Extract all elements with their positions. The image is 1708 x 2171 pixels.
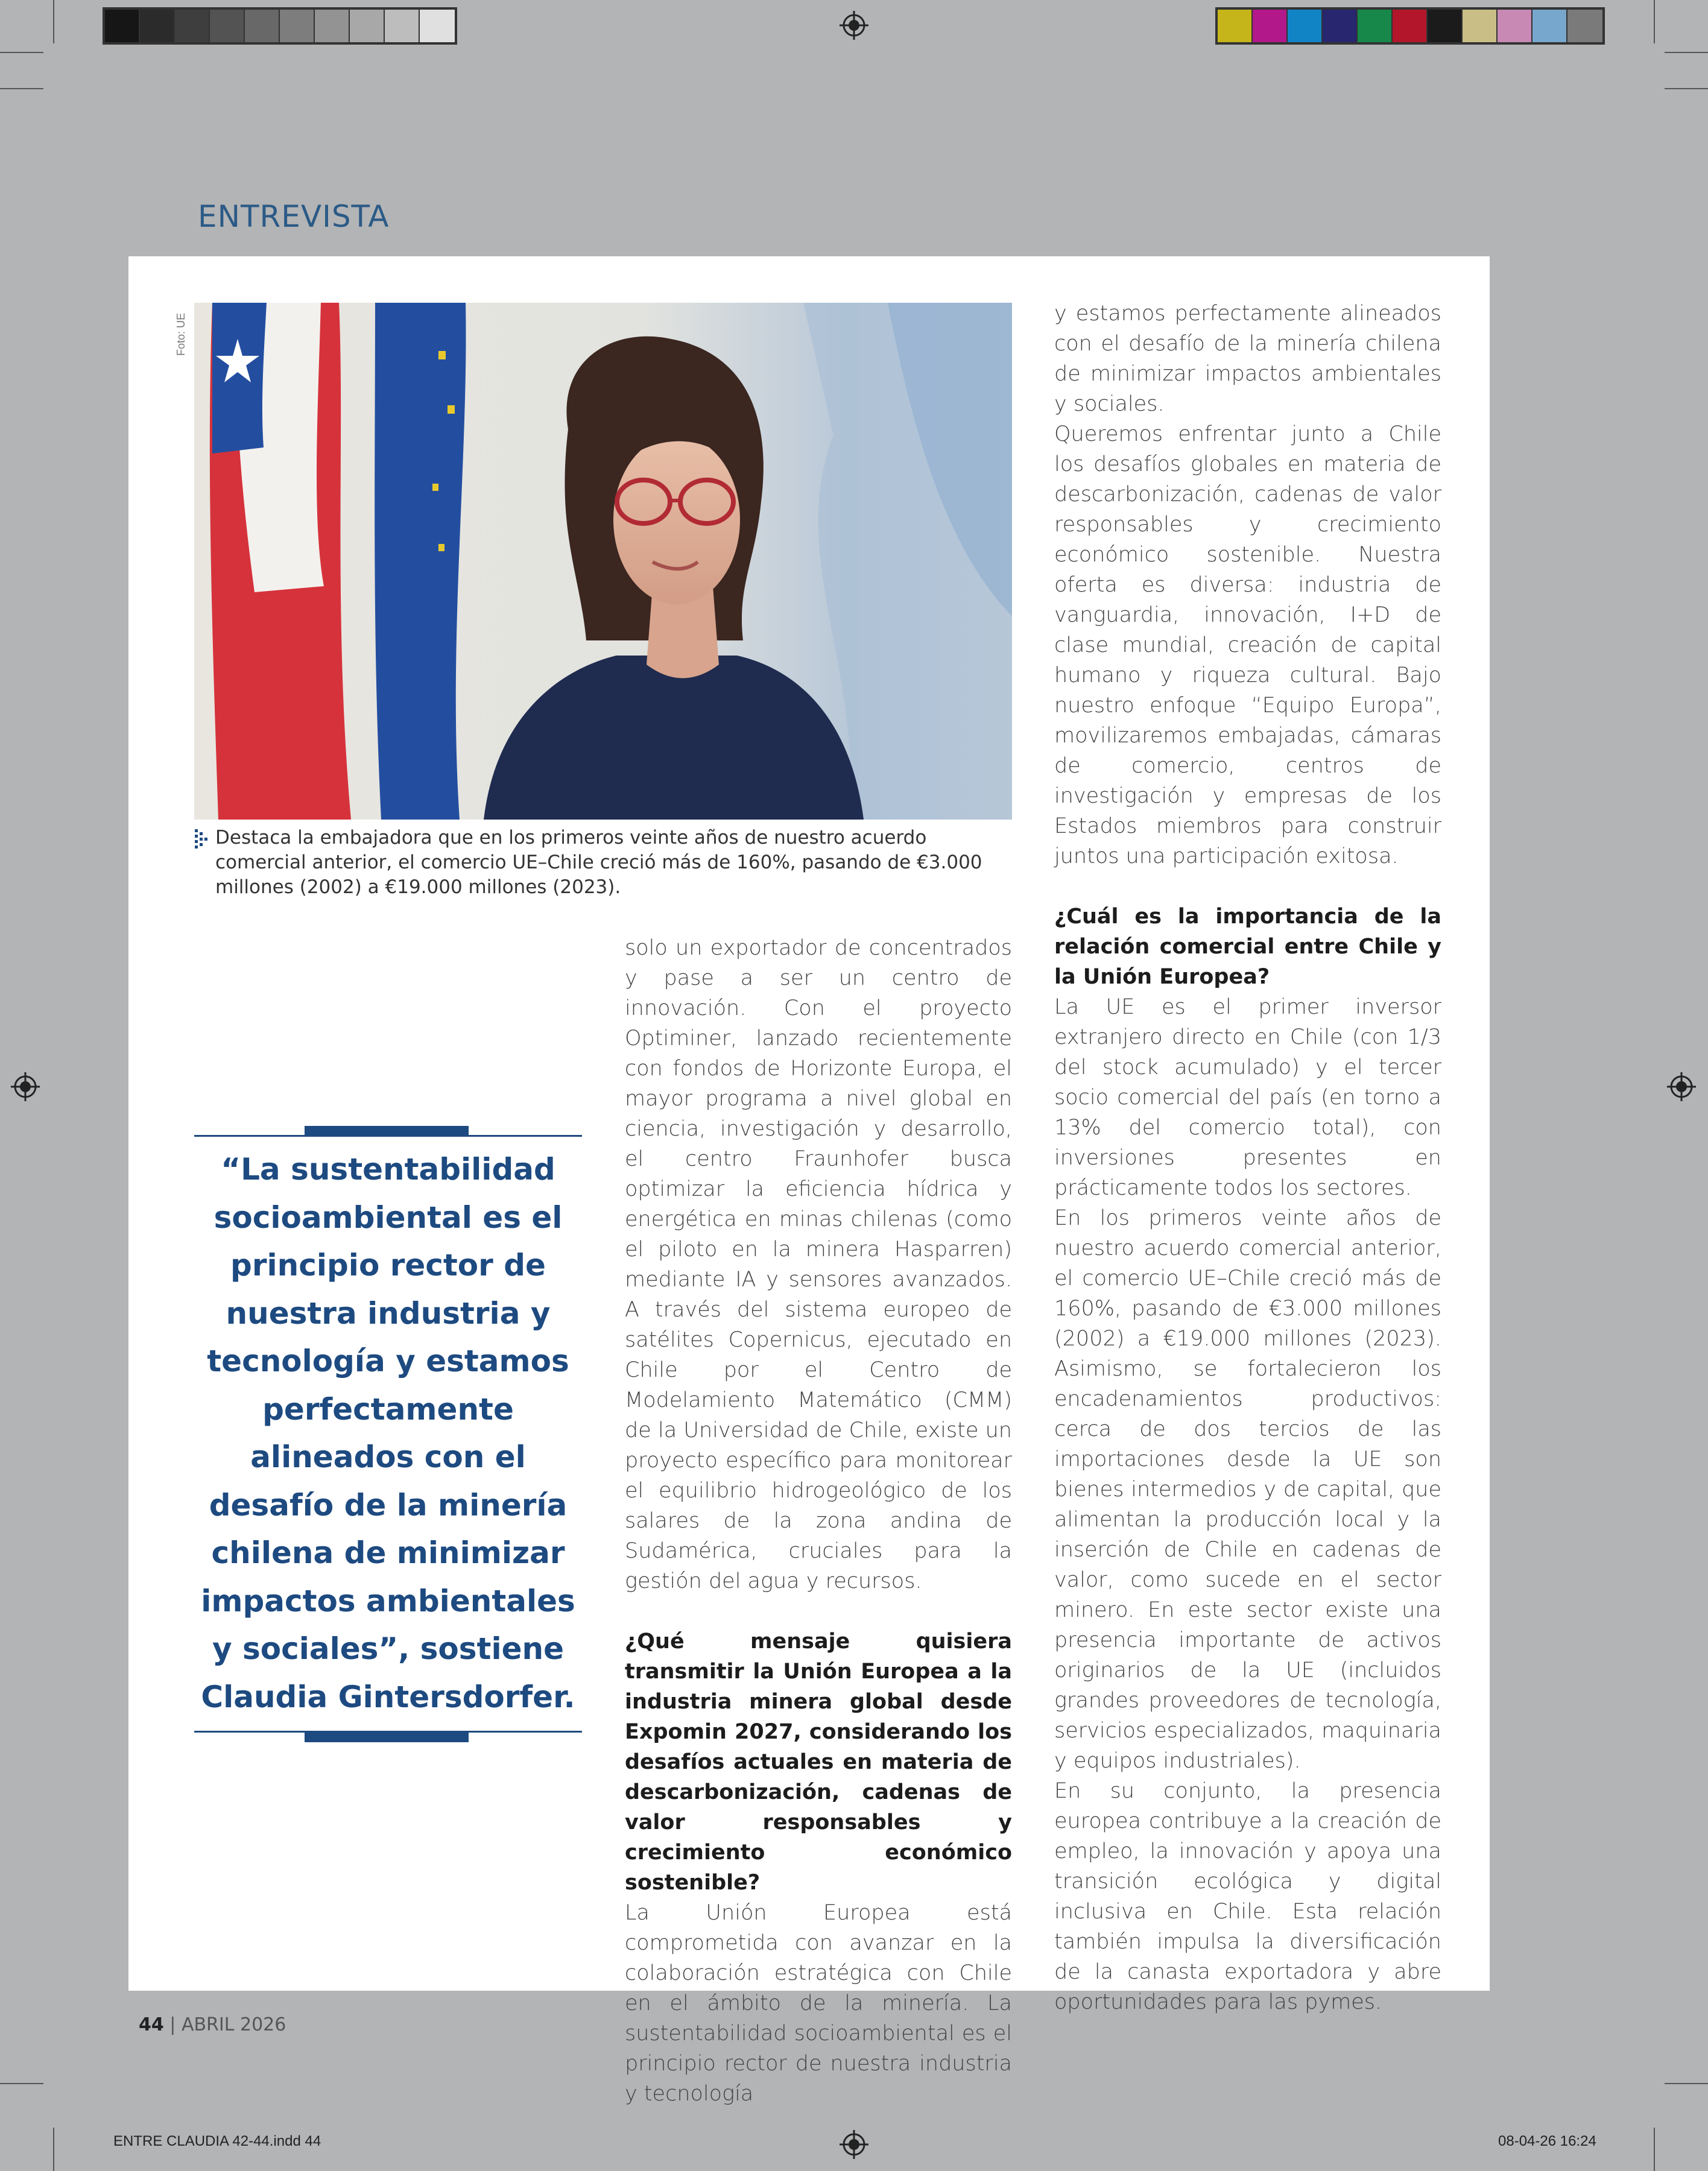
section-label: ENTREVISTA [198,199,390,234]
page-folio [139,2014,286,2035]
body-paragraph: La UE es el primer inversor extranjero directo en Chile (con 1/3 del stock acumulado) y el tercer socio comercial del país (en torno a 13% del comercio total), con inversiones presentes en prácticamente todos los sectores. [1054,995,1441,1200]
cmyk-color-bar [1215,7,1605,45]
pull-quote-bottom-bar [305,1733,469,1742]
crop-mark [0,88,43,89]
color-swatch [1428,10,1463,42]
body-paragraph: y estamos perfectamente alineados con el desafío de la minería chilena de minimizar impactos ambientales y sociales. [1054,302,1441,416]
gray-swatch [315,10,350,42]
gray-swatch [385,10,420,42]
pull-quote-top-bar [305,1126,469,1136]
pull-quote: “La sustentabilidad socioambiental es el principio rector de nuestra industria y tecnología y estamos perfectamente alineados con el desafío de la minería chilena de minimizar impactos ambientales y sociales”, sostiene Claudia Gintersdorfer. [201,1152,575,1714]
crop-mark [1654,0,1655,43]
registration-mark-icon [840,2130,868,2159]
registration-mark-icon [1667,1072,1696,1101]
article-column-right [1054,299,1441,2017]
article-column-middle [625,933,1012,2109]
ambassador-portrait-illustration [194,303,1012,820]
gray-swatch [280,10,315,42]
crop-mark [1665,2083,1708,2084]
photo-credit: Foto: UE [175,312,187,356]
gray-swatch [245,10,280,42]
gray-swatch [350,10,385,42]
body-paragraph: En su conjunto, la presencia europea contribuye a la creación de empleo, la innovación y apoya una transición ecológica y digital inclusiva en Chile. Esta relación también impulsa la diversificación de la canasta exportadora y abre oportunidades para las pymes. [1054,1779,1441,2014]
crop-mark [0,2083,43,2084]
slug-timestamp: 08-04-26 16:24 [1498,2133,1596,2149]
caption-bullet-icon [195,829,210,850]
body-paragraph: En los primeros veinte años de nuestro acuerdo comercial anterior, el comercio UE–Chile creció más de 160%, pasando de €3.000 millones (2002) a €19.000 millones (2023). Asimismo, se fortalecieron los encadenamientos productivos: cerca de dos tercios de las importaciones desde la UE son bienes intermedios y de capital, que alimentan la producción local y la inserción de Chile en cadenas de valor, como sucede en el sector minero. En este sector existe una presencia importante de activos originarios de la UE (incluidos grandes proveedores de tecnología, servicios especializados, maquinaria y equipos industriales). [1054,1206,1441,1773]
registration-mark-icon [11,1072,40,1101]
body-paragraph: Queremos enfrentar junto a Chile los desafíos globales en materia de descarbonización, cadenas de valor responsables y crecimiento económico sostenible. Nuestra oferta es diversa: industria de vanguardia, innovación, I+D de clase mundial, creación de capital humano y riqueza cultural. Bajo nuestro enfoque “Equipo Europa”, movilizaremos embajadas, cámaras de comercio, centros de investigación y empresas de los Estados miembros para construir juntos una participación exitosa. [1054,422,1441,868]
page-number: 44 [139,2014,164,2035]
slug-file-name: ENTRE CLAUDIA 42-44.indd 44 [113,2133,321,2149]
ambassador-photo [194,303,1012,820]
color-swatch [1393,10,1428,42]
gray-swatch [210,10,245,42]
color-swatch [1218,10,1253,42]
gray-swatch [105,10,140,42]
color-swatch [1288,10,1323,42]
crop-mark [1654,2128,1655,2171]
body-paragraph: solo un exportador de concentrados y pase a ser un centro de innovación. Con el proyecto Optiminer, lanzado recientemente con fondos de Horizonte Europa, el mayor programa a nivel global en ciencia, investigación y desarrollo, el centro Fraunhofer busca optimizar la eficiencia hídrica y energética en minas chilenas (como el piloto en la minera Hasparren) mediante IA y sensores avanzados. A través del sistema europeo de satélites Copernicus, ejecutado en Chile por el Centro de Modelamiento Matemático (CMM) de la Universidad de Chile, existe un proyecto específico para monitorear el equilibrio hidrogeológico de los salares de la zona andina de Sudamérica, cruciales para la gestión del agua y recursos. [625,936,1012,1593]
interview-question: ¿Cuál es la importancia de la relación comercial entre Chile y la Unión Europea? [1054,905,1441,989]
color-swatch [1498,10,1532,42]
color-swatch [1463,10,1498,42]
photo-caption: Destaca la embajadora que en los primeros veinte años de nuestro acuerdo comercial anterior, el comercio UE–Chile creció más de 160%, pasando de €3.000 millones (2002) a €19.000 millones (2023). [215,827,982,898]
crop-mark [1665,88,1708,89]
interview-question: ¿Qué mensaje quisiera transmitir la Unión Europea a la industria minera global desde Expomin 2027, considerando los desafíos actuales en materia de descarbonización, cadenas de valor responsables y crecimiento económico sostenible? [625,1629,1012,1895]
grayscale-color-bar [103,7,457,45]
registration-mark-icon [840,11,868,40]
color-swatch [1323,10,1358,42]
crop-mark [0,52,43,53]
color-swatch [1532,10,1567,42]
color-swatch [1253,10,1288,42]
gray-swatch [175,10,210,42]
color-swatch [1567,10,1602,42]
gray-swatch [420,10,455,42]
crop-mark [53,2128,54,2171]
crop-mark [53,0,54,43]
folio-separator: | [163,2014,182,2035]
issue-date: ABRIL 2026 [181,2014,286,2035]
color-swatch [1358,10,1393,42]
body-paragraph: La Unión Europea está comprometida con avanzar en la colaboración estratégica con Chile en el ámbito de la minería. La sustentabilidad socioambiental es el principio rector de nuestra industria y tecnología [625,1901,1012,2106]
crop-mark [1665,52,1708,53]
gray-swatch [140,10,175,42]
